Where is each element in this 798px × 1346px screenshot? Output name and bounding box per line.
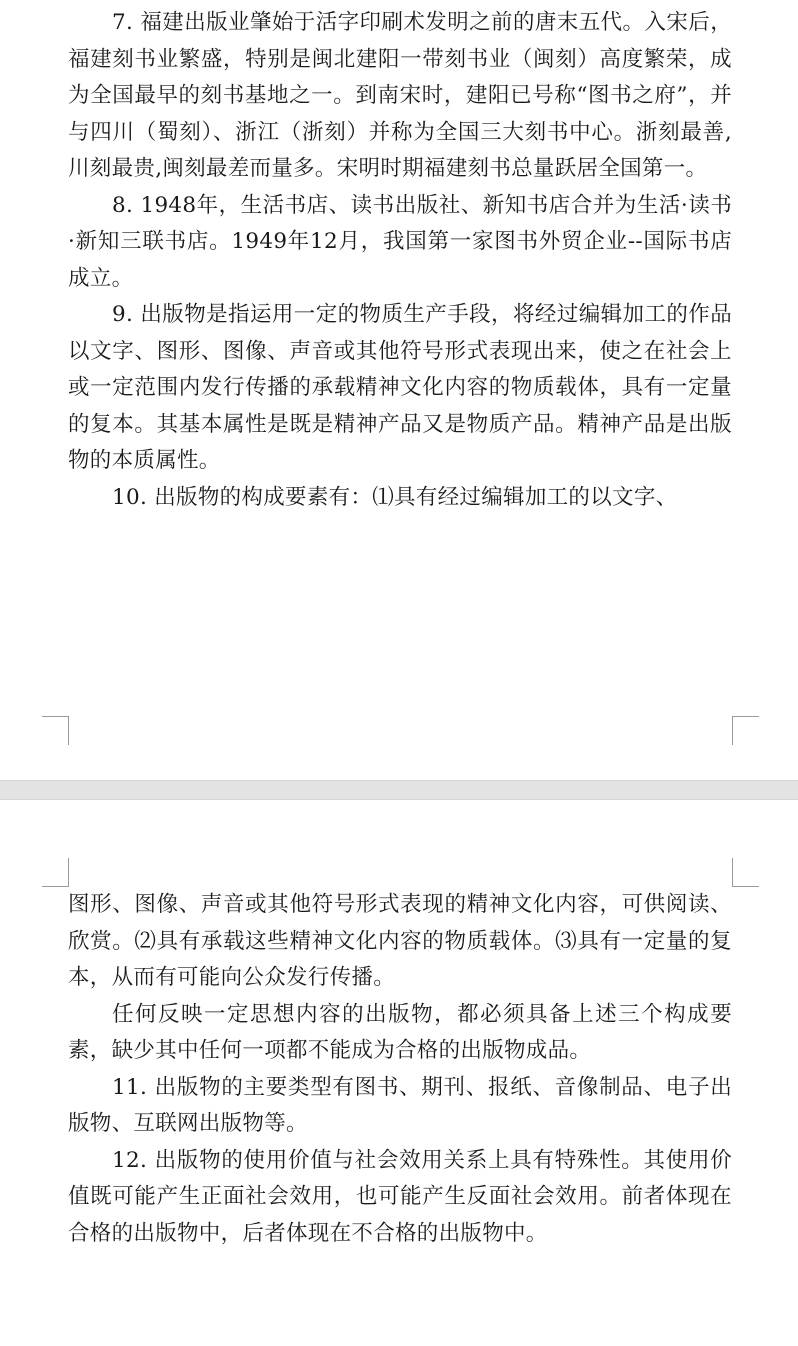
margin-corner-bottom-right — [732, 716, 759, 745]
page-break-gap — [0, 780, 798, 800]
margin-corner-bottom-left — [42, 716, 69, 745]
margin-corner-top-left — [42, 858, 69, 887]
document-page-bottom — [0, 800, 798, 1346]
paragraph-item-8: 8. 1948年，生活书店、读书出版社、新知书店合并为生活·读书·新知三联书店。1949年12月，我国第一家图书外贸企业--国际书店成立。 — [68, 192, 732, 291]
paragraph-composition-note: 任何反映一定思想内容的出版物，都必须具备上述三个构成要素，缺少其中任何一项都不能成为合格的出版物成品。 — [68, 1001, 732, 1063]
paragraph-item-11: 11. 出版物的主要类型有图书、期刊、报纸、音像制品、电子出版物、互联网出版物等。 — [68, 1074, 732, 1136]
paragraph-item-10-continued: 图形、图像、声音或其他符号形式表现的精神文化内容，可供阅读、欣赏。⑵具有承载这些精神文化内容的物质载体。⑶具有一定量的复本，从而有可能向公众发行传播。 — [68, 892, 732, 990]
paragraph-item-12: 12. 出版物的使用价值与社会效用关系上具有特殊性。其使用价值既可能产生正面社会效用，也可能产生反面社会效用。前者体现在合格的出版物中，后者体现在不合格的出版物中。 — [68, 1147, 732, 1246]
paragraph-item-10-start: 10. 出版物的构成要素有：⑴具有经过编辑加工的以文字、 — [112, 484, 678, 510]
paragraph-item-7: 7. 福建出版业肇始于活字印刷术发明之前的唐末五代。入宋后，福建刻书业繁盛，特别是闽北建阳一带刻书业（闽刻）高度繁荣，成为全国最早的刻书基地之一。到南宋时，建阳已号称“图书之府”，并与四川（蜀刻）、浙江（浙刻）并称为全国三大刻书中心。浙刻最善,川刻最贵,闽刻最差而量多。宋明时期福建刻书总量跃居全国第一。 — [68, 10, 732, 181]
paragraph-item-9: 9. 出版物是指运用一定的物质生产手段，将经过编辑加工的作品以文字、图形、图像、声音或其他符号形式表现出来，使之在社会上或一定范围内发行传播的承载精神文化内容的物质载体，具有一定量的复本。其基本属性是既是精神产品又是物质产品。精神产品是出版物的本质属性。 — [68, 302, 732, 473]
page-text-top — [68, 5, 732, 516]
margin-corner-top-right — [732, 858, 759, 887]
page-text-bottom — [68, 887, 732, 1252]
